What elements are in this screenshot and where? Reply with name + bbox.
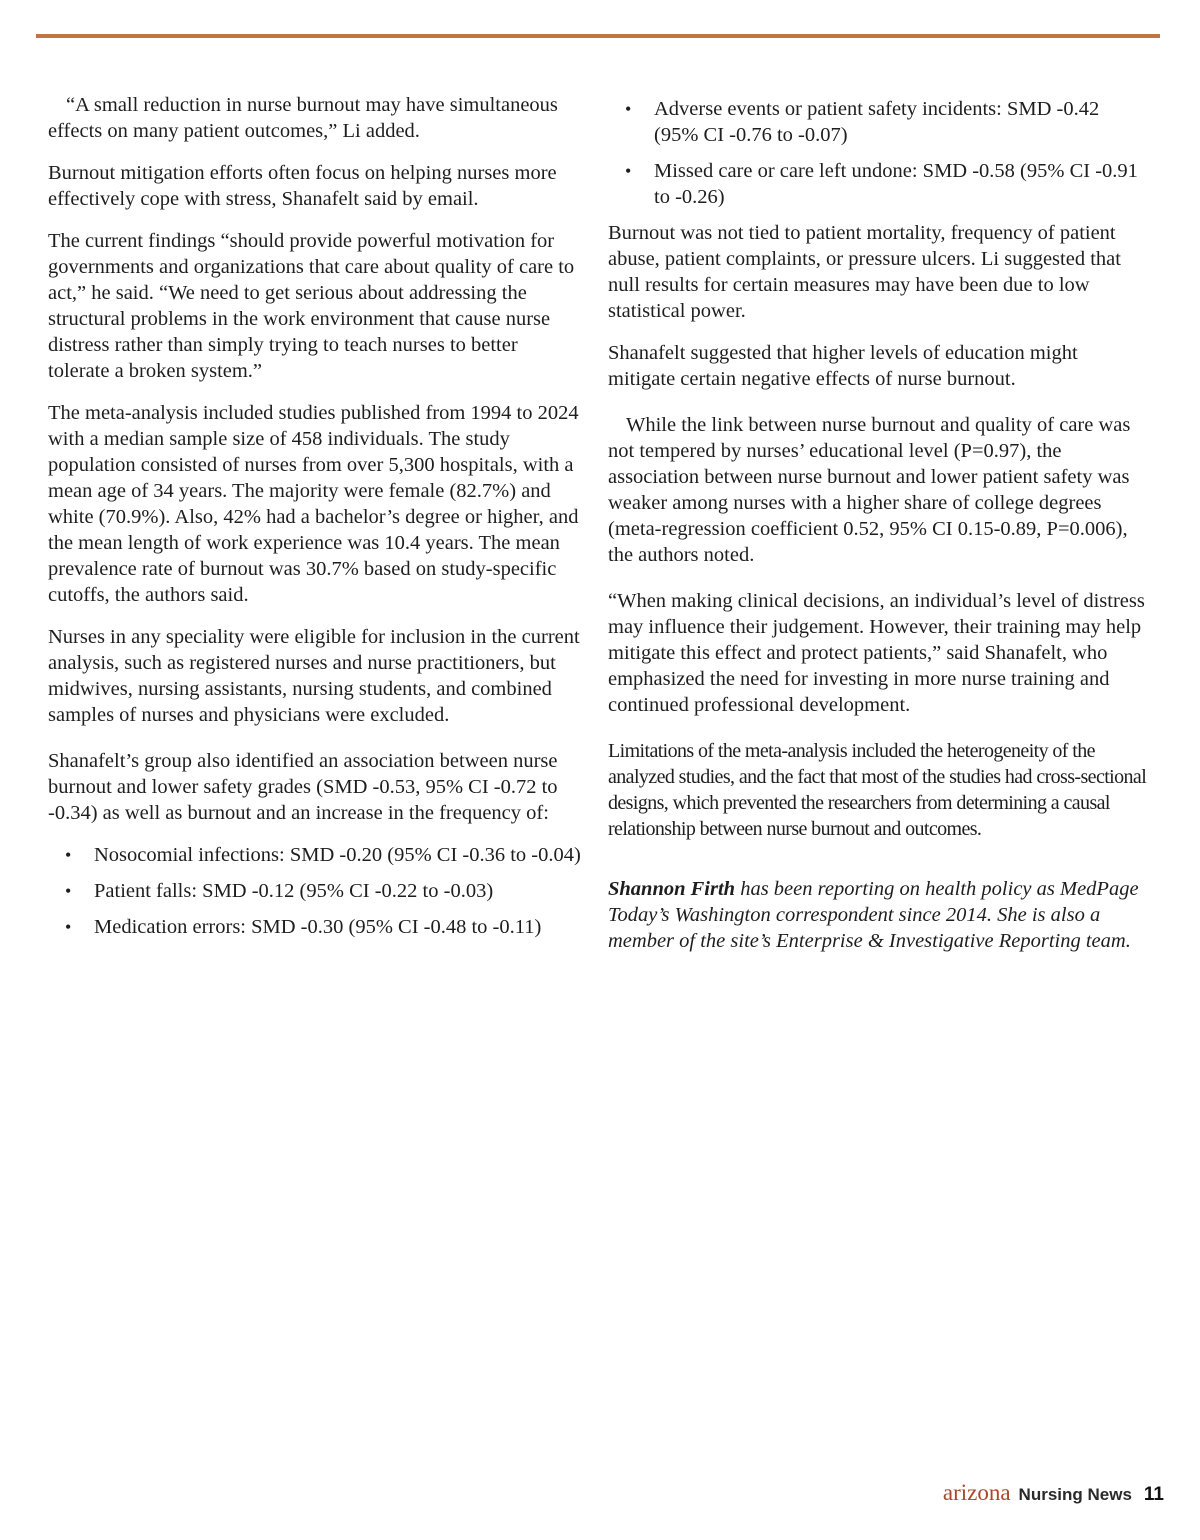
paragraph-null-results: Burnout was not tied to patient mortality, frequency of patient abuse, patient complaints, or pressure ulcers. Li suggested that null results for certain measures may have been due to low statistical power. [608,222,1121,322]
paragraph-current-findings: The current findings “should provide powerful motivation for governments and organizations that care about quality of care to act,” he said. “We need to get serious about addressing the structural problems in the work environment that cause nurse distress rather than simply trying to teach nurses to better tolerate a broken system.” [48,230,575,382]
list-item: • Adverse events or patient safety incidents: SMD -0.42 (95% CI -0.76 to -0.07) [625,98,1100,146]
page-footer [943,1480,1164,1506]
paragraph-educational-level: While the link between nurse burnout and quality of care was not tempered by nurses’ educational level (P=0.97), the association between nurse burnout and lower patient safety was weaker among nurses with a higher share of college degrees (meta-regression coefficient 0.52, 95% CI 0.15-0.89, P=0.006), the authors noted. [608,414,1131,566]
right-column [608,92,1148,970]
paragraph-limitations: Limitations of the meta-analysis included the heterogeneity of the analyzed studies, and the fact that most of the studies had cross-sectional designs, which prevented the researchers from determining a causal relationship between nurse burnout and outcomes. [608,740,1147,840]
paragraph-clinical-decisions: “When making clinical decisions, an individual’s level of distress may influence their judgement. However, their training may help mitigate this effect and protect patients,” said Shanafelt, who emphasized the need for investing in more nurse training and continued professional development. [608,590,1145,716]
list-item: • Missed care or care left undone: SMD -0.58 (95% CI -0.91 to -0.26) [625,160,1138,208]
bullet-icon: • [65,917,72,937]
magazine-title: Nursing News [1018,1485,1132,1504]
bullet-icon: • [625,161,632,181]
author-bio-text: has been reporting on health policy as MedPage Today’s Washington correspondent since 2014. She is also a member of the site’s Enterprise & Investigative Reporting team. [608,878,1139,952]
paragraph-education: Shanafelt suggested that higher levels of education might mitigate certain negative effects of nurse burnout. [608,342,1078,390]
left-bullet-list [48,842,583,940]
paragraph-associations: Shanafelt’s group also identified an association between nurse burnout and lower safety grades (SMD -0.53, 95% CI -0.72 to -0.34) as well as burnout and an increase in the frequency of: [48,750,558,824]
bullet-icon: • [65,845,72,865]
bullet-icon: • [65,881,72,901]
left-column [48,92,583,950]
paragraph-meta-analysis: The meta-analysis included studies published from 1994 to 2024 with a median sample size of 458 individuals. The study population consisted of nurses from over 5,300 hospitals, with a mean age of 34 years. The majority were female (82.7%) and white (70.9%). Also, 42% had a bachelor’s degree or higher, and the mean length of work experience was 10.4 years. The mean prevalence rate of burnout was 30.7% based on study-specific cutoffs, the authors said. [48,402,579,606]
bullet-icon: • [625,99,632,119]
page-number: 11 [1143,1484,1164,1505]
paragraph-li-quote: “A small reduction in nurse burnout may have simultaneous effects on many patient outcomes,” Li added. [48,94,558,142]
author-name: Shannon Firth [608,878,736,900]
author-bio [608,876,1148,954]
list-item: • Medication errors: SMD -0.30 (95% CI -0.48 to -0.11) [65,916,542,938]
top-rule [36,34,1160,38]
paragraph-eligibility: Nurses in any speciality were eligible for inclusion in the current analysis, such as registered nurses and nurse practitioners, but midwives, nursing assistants, nursing students, and combined samples of nurses and physicians were excluded. [48,626,580,726]
right-bullet-list [608,96,1148,210]
brand-logo: arizona [942,1480,1011,1505]
list-item: • Patient falls: SMD -0.12 (95% CI -0.22 to -0.03) [65,880,494,902]
list-item: • Nosocomial infections: SMD -0.20 (95% CI -0.36 to -0.04) [65,844,581,866]
paragraph-mitigation: Burnout mitigation efforts often focus on helping nurses more effectively cope with stress, Shanafelt said by email. [48,162,557,210]
